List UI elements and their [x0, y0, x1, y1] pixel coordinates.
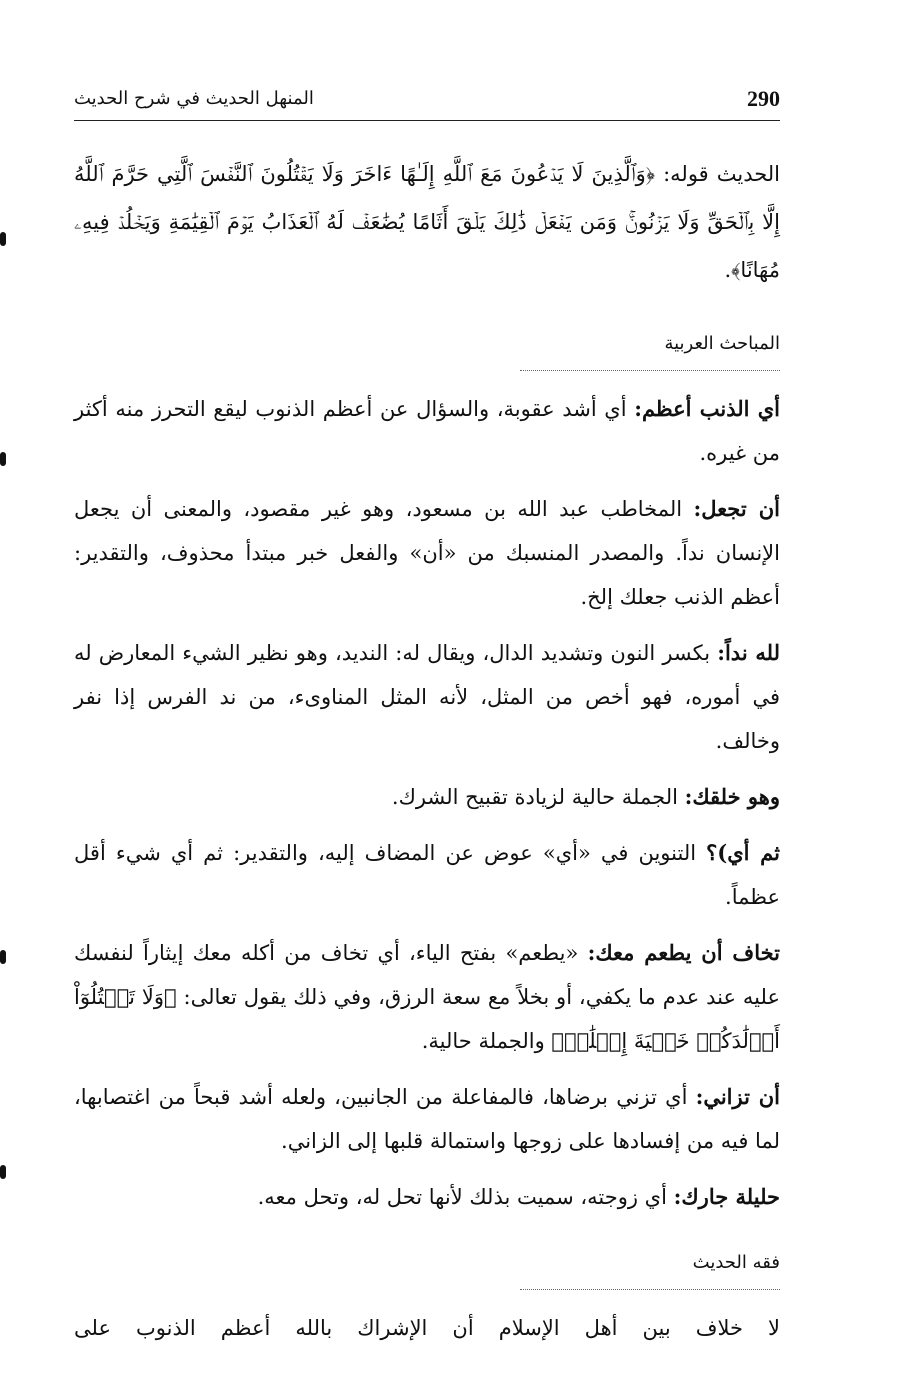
entry-text: أي تزني برضاها، فالمفاعلة من الجانبين، ولعله أشد قبحاً من اغتصابها، لما فيه من إفسادها على زوجها واستمالة قلبها إلى الزاني.	[74, 1085, 780, 1153]
entry-text: الجملة حالية لزيادة تقبيح الشرك.	[391, 785, 685, 809]
margin-scan-mark	[0, 1165, 6, 1179]
entry-an-tajal	[74, 487, 780, 619]
entry-text: المخاطب عبد الله بن مسعود، وهو غير مقصود، والمعنى أن يجعل الإنسان نداً. والمصدر المنسبك من «أن» والفعل خبر مبتدأ محذوف، والتقدير: أعظم الذنب جعلك إلخ.	[74, 497, 780, 609]
entry-greatest-sin	[74, 387, 780, 475]
entry-takhafu	[74, 931, 780, 1063]
page-body	[74, 150, 780, 1350]
margin-scan-mark	[0, 950, 6, 964]
entry-halilat-jarik	[74, 1175, 780, 1219]
entry-term: وهو خلقك:	[684, 784, 780, 809]
entry-wahuwa-khalaqak	[74, 775, 780, 819]
entry-term: أن تجعل:	[693, 496, 780, 521]
entry-term: حليلة جارك:	[673, 1184, 780, 1209]
margin-scan-mark	[0, 232, 6, 246]
entry-term: ثم أي)؟	[706, 840, 780, 865]
running-title: المنهل الحديث في شرح الحديث	[74, 88, 314, 109]
section-fiqh-heading-wrap	[74, 1231, 780, 1290]
entry-text: أي زوجته، سميت بذلك لأنها تحل له، وتحل معه.	[257, 1185, 674, 1209]
section-heading-fiqh: فقه الحديث	[692, 1252, 780, 1273]
section-heading-arabic-studies: المباحث العربية	[664, 333, 780, 354]
entry-term: لله نداً:	[717, 640, 780, 665]
hadith-quran-verse: الحديث قوله: ﴿وَٱلَّذِينَ لَا يَدۡعُونَ مَعَ ٱللَّهِ إِلَـٰهًا ءَاخَرَ وَلَا يَقۡتُلُونَ ٱلنَّفۡسَ ٱلَّتِي حَرَّمَ ٱللَّهُ إِلَّا بِٱلۡحَقِّ وَلَا يَزۡنُونَۚ وَمَن يَفۡعَلۡ ذَٰلِكَ يَلۡقَ أَثَامًا يُضَٰعَفۡ لَهُ ٱلۡعَذَابُ يَوۡمَ ٱلۡقِيَٰمَةِ وَيَخۡلُدۡ فِيهِۦ مُهَانًا﴾.	[74, 162, 780, 282]
entry-thumma-ayy	[74, 831, 780, 919]
entry-text: بكسر النون وتشديد الدال، ويقال له: النديد، وهو نظير الشيء المعارض له في أموره، فهو أخص من المثل، لأنه المثل المناوىء، من ند الفرس إذا نفر وخالف.	[74, 641, 780, 753]
header-rule	[74, 120, 780, 121]
page-header	[74, 84, 780, 120]
entry-text: أي أشد عقوبة، والسؤال عن أعظم الذنوب ليقع التحرز منه أكثر من غيره.	[74, 397, 780, 465]
entry-nidd	[74, 631, 780, 763]
heading-dotted-rule	[520, 1289, 780, 1290]
margin-scan-mark	[0, 452, 6, 466]
fiqh-paragraph: لا خلاف بين أهل الإسلام أن الإشراك بالله أعظم الذنوب على	[74, 1316, 780, 1340]
section-arabic-heading-wrap	[74, 312, 780, 371]
heading-dotted-rule	[520, 370, 780, 371]
entry-text: التنوين في «أي» عوض عن المضاف إليه، والتقدير: ثم أي شيء أقل عظماً.	[74, 841, 780, 909]
page-number: 290	[747, 86, 780, 111]
entry-text: «يطعم» بفتح الياء، أي تخاف من أكله معك إيثاراً لنفسك عليه عند عدم ما يكفي، أو بخلاً مع سعة الرزق، وفي ذلك يقول تعالى: ﴿وَلَا تَقۡتُلُوٓاْ أَوۡلَٰدَكُمۡ خَشۡيَةَ إِمۡلَٰقٖ﴾ والجملة حالية.	[74, 941, 780, 1053]
entry-an-tuzani	[74, 1075, 780, 1163]
entry-term: أي الذنب أعظم:	[634, 396, 780, 421]
entry-term: تخاف أن يطعم معك:	[587, 940, 781, 965]
entry-term: أن تزاني:	[695, 1084, 780, 1109]
